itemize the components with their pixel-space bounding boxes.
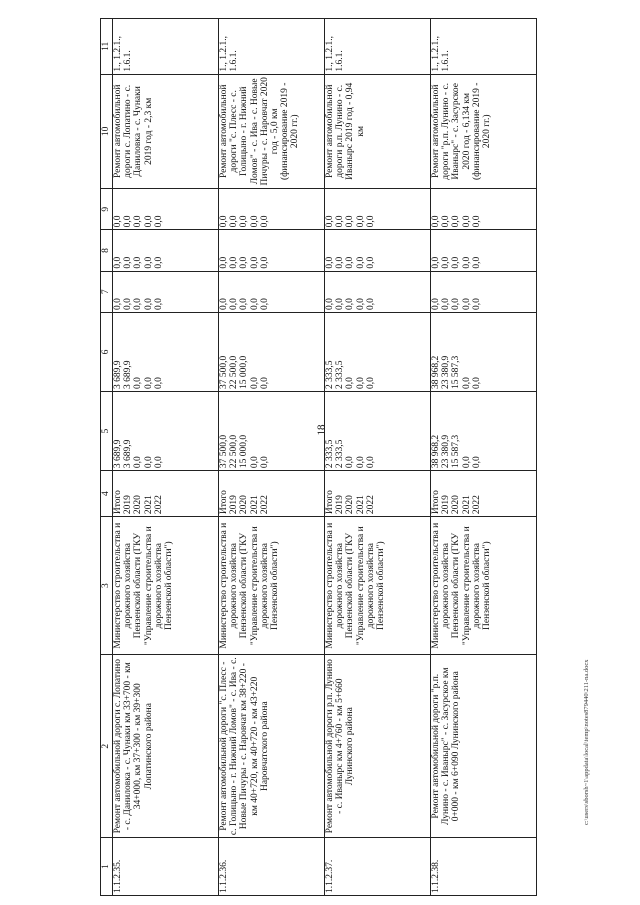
cell-line: 0,0 xyxy=(133,456,144,469)
cell-line: 0,0 xyxy=(325,215,335,228)
col8-cell xyxy=(325,230,431,271)
cell-line: 2021 xyxy=(143,495,154,515)
cell-line: 3 689,9 xyxy=(113,439,123,469)
cell-line: 0,0 xyxy=(365,377,376,390)
cell-line: 0,0 xyxy=(365,298,376,310)
cell-line: 38 968,2 xyxy=(431,434,441,469)
cell-line: 0,0 xyxy=(355,256,366,269)
col7-cell xyxy=(431,271,537,312)
cell-line: 0,0 xyxy=(441,298,452,310)
cell-line: 2020 xyxy=(133,495,144,515)
cell-line: 0,0 xyxy=(345,215,356,228)
cell-line: 2020 xyxy=(239,495,250,515)
cell-line: 0,0 xyxy=(219,298,229,310)
cell-line: 0,0 xyxy=(259,298,270,310)
cell-line: 0,0 xyxy=(133,298,144,310)
cell-line: 0,0 xyxy=(461,456,472,469)
executor: Министерство строительства и дорожного хозяйства Пензенской области (ГКУ "Управление строительства и дорожного хозяйства Пензенской области") xyxy=(219,517,325,655)
cell-line: 2022 xyxy=(259,495,270,515)
cell-line: 0,0 xyxy=(133,215,144,228)
table-row xyxy=(219,19,325,896)
cell-line: 0,0 xyxy=(471,377,482,390)
cell-line: 0,0 xyxy=(219,256,229,269)
cell-line: 0,0 xyxy=(345,298,356,310)
col9-cell xyxy=(113,189,219,230)
row-id: 1.1.2.37. xyxy=(325,838,431,896)
cell-line: 0,0 xyxy=(335,215,346,228)
cell-line: 37 500,0 xyxy=(219,434,229,469)
rotated-table-container xyxy=(100,18,574,896)
header-cell: 3 xyxy=(101,517,113,655)
cell-line: 23 380,9 xyxy=(441,434,452,469)
regional-cell xyxy=(325,312,431,391)
header-cell: 2 xyxy=(101,655,113,838)
cell-line: 0,0 xyxy=(153,298,164,310)
cell-line: 0,0 xyxy=(143,256,154,269)
col8-cell xyxy=(219,230,325,271)
col9-cell xyxy=(325,189,431,230)
result-cell: Ремонт автомобильной дороги с. Лопатино - с. Даниловка - с. Чунаки 2019 год - 2,3 км xyxy=(113,74,219,188)
cell-line: 0,0 xyxy=(153,256,164,269)
cell-line: 3 689,9 xyxy=(113,360,123,390)
cell-line: 0,0 xyxy=(153,456,164,469)
cell-line: 2 333,5 xyxy=(335,360,346,390)
total-cell xyxy=(325,392,431,471)
page-number: 18 xyxy=(315,424,328,436)
cell-line: 0,0 xyxy=(365,256,376,269)
cell-line: 0,0 xyxy=(335,256,346,269)
cell-line: 2 333,5 xyxy=(335,439,346,469)
cell-line: 0,0 xyxy=(431,256,441,269)
cell-line: 0,0 xyxy=(451,298,462,310)
header-cell: 9 xyxy=(101,189,113,230)
indicator-cell: 1., 1.2.1., 1.6.1. xyxy=(219,19,325,75)
cell-line: 0,0 xyxy=(143,377,154,390)
row-id: 1.1.2.38. xyxy=(431,838,537,896)
cell-line: 15 000,0 xyxy=(239,355,250,390)
cell-line: 0,0 xyxy=(365,215,376,228)
years-cell xyxy=(325,471,431,517)
table-row xyxy=(325,19,431,896)
executor: Министерство строительства и дорожного хозяйства Пензенской области (ГКУ "Управление строительства и дорожного хозяйства Пензенской области") xyxy=(113,517,219,655)
cell-line: 0,0 xyxy=(143,456,154,469)
cell-line: 0,0 xyxy=(461,298,472,310)
total-cell xyxy=(219,392,325,471)
measure-name: Ремонт автомобильной дороги р.п. Лунино - с. Иванырс км 4+760 - км 5+660 Лунинского района xyxy=(325,655,431,838)
total-cell xyxy=(113,392,219,471)
header-cell: 6 xyxy=(101,312,113,391)
cell-line: 0,0 xyxy=(345,377,356,390)
cell-line: 0,0 xyxy=(219,215,229,228)
cell-line: 2022 xyxy=(153,495,164,515)
cell-line: 0,0 xyxy=(239,256,250,269)
header-cell: 11 xyxy=(101,19,113,75)
cell-line: 2 333,5 xyxy=(325,360,335,390)
cell-line: 0,0 xyxy=(471,256,482,269)
cell-line: 0,0 xyxy=(355,456,366,469)
cell-line: 0,0 xyxy=(259,215,270,228)
cell-line: 0,0 xyxy=(461,256,472,269)
cell-line: 0,0 xyxy=(259,377,270,390)
indicator-cell: 1., 1.2.1., 1.6.1. xyxy=(113,19,219,75)
cell-line: 0,0 xyxy=(123,256,134,269)
cell-line: 0,0 xyxy=(431,298,441,310)
result-cell: Ремонт автомобильной дороги "р.п. Лунино - с. Иванырс" - с. Засурское 2020 год - 6,134 км (финансирование 2019 - 2020 гг.) xyxy=(431,74,537,188)
cell-line: 15 000,0 xyxy=(239,434,250,469)
cell-line: 38 968,2 xyxy=(431,355,441,390)
cell-line: 0,0 xyxy=(259,456,270,469)
cell-line: 0,0 xyxy=(113,298,123,310)
cell-line: 2022 xyxy=(471,495,482,515)
cell-line: 2 333,5 xyxy=(325,439,335,469)
regional-cell xyxy=(431,312,537,391)
cell-line: 0,0 xyxy=(249,298,260,310)
cell-line: 0,0 xyxy=(143,215,154,228)
regional-cell xyxy=(219,312,325,391)
table-row xyxy=(113,19,219,896)
cell-line: Итого xyxy=(325,490,335,515)
cell-line: 15 587,3 xyxy=(451,355,462,390)
cell-line: 0,0 xyxy=(355,377,366,390)
cell-line: 2020 xyxy=(451,495,462,515)
row-id: 1.1.2.36. xyxy=(219,838,325,896)
years-cell xyxy=(219,471,325,517)
cell-line: 0,0 xyxy=(153,215,164,228)
cell-line: 0,0 xyxy=(229,215,240,228)
cell-line: 0,0 xyxy=(325,298,335,310)
cell-line: 0,0 xyxy=(239,298,250,310)
header-cell: 5 xyxy=(101,392,113,471)
cell-line: 2019 xyxy=(123,495,134,515)
cell-line: 22 500,0 xyxy=(229,355,240,390)
indicator-cell: 1., 1.2.1., 1.6.1. xyxy=(431,19,537,75)
cell-line: 0,0 xyxy=(153,377,164,390)
cell-line: 2019 xyxy=(441,495,452,515)
cell-line: 0,0 xyxy=(239,215,250,228)
table-row xyxy=(431,19,537,896)
cell-line: 37 500,0 xyxy=(219,355,229,390)
cell-line: 0,0 xyxy=(259,256,270,269)
row-id: 1.1.2.35. xyxy=(113,838,219,896)
col9-cell xyxy=(431,189,537,230)
cell-line: 0,0 xyxy=(365,456,376,469)
years-cell xyxy=(113,471,219,517)
col9-cell xyxy=(219,189,325,230)
cell-line: Итого xyxy=(113,490,123,515)
cell-line: 2019 xyxy=(229,495,240,515)
col7-cell xyxy=(113,271,219,312)
cell-line: 2021 xyxy=(249,495,260,515)
result-cell: Ремонт автомобильной дороги р.п. Лунино - с. Иванырс 2019 год - 0,94 км xyxy=(325,74,431,188)
cell-line: 0,0 xyxy=(133,256,144,269)
cell-line: Итого xyxy=(219,490,229,515)
header-cell: 4 xyxy=(101,471,113,517)
header-row xyxy=(101,19,113,896)
footer-file-path: c:\users\sborsh~1\appdata\local\temp\notes879440\211-na.docx xyxy=(583,659,590,825)
result-cell: Ремонт автомобильной дороги "с. Плесс - с. Голицыно - г. Нижний Ломов" - с. Ива - с. Новые Пичуры - с. Наровчат 2020 год - 5,0 км (финансирование 2019 - 2020 гг.) xyxy=(219,74,325,188)
cell-line: 0,0 xyxy=(249,256,260,269)
cell-line: 0,0 xyxy=(451,256,462,269)
header-cell: 10 xyxy=(101,74,113,188)
cell-line: 2019 xyxy=(335,495,346,515)
executor: Министерство строительства и дорожного хозяйства Пензенской области (ГКУ "Управление строительства и дорожного хозяйства Пензенской области") xyxy=(431,517,537,655)
header-cell: 1 xyxy=(101,838,113,896)
cell-line: 0,0 xyxy=(355,215,366,228)
cell-line: 0,0 xyxy=(471,456,482,469)
total-cell xyxy=(431,392,537,471)
cell-line: 0,0 xyxy=(249,215,260,228)
cell-line: 0,0 xyxy=(123,298,134,310)
regional-cell xyxy=(113,312,219,391)
executor: Министерство строительства и дорожного хозяйства Пензенской области (ГКУ "Управление строительства и дорожного хозяйства Пензенской области") xyxy=(325,517,431,655)
cell-line: 0,0 xyxy=(461,215,472,228)
measure-name: Ремонт автомобильной дороги с. Лопатино - с. Даниловка - с. Чунаки км 33+700 - км 34+000, км 37+300 - км 39+300 Лопатинского района xyxy=(113,655,219,838)
cell-line: 22 500,0 xyxy=(229,434,240,469)
cell-line: 0,0 xyxy=(249,377,260,390)
cell-line: 0,0 xyxy=(431,215,441,228)
cell-line: 0,0 xyxy=(133,377,144,390)
program-table xyxy=(100,18,537,896)
cell-line: 3 689,9 xyxy=(123,439,134,469)
indicator-cell: 1., 1.2.1., 1.6.1. xyxy=(325,19,431,75)
measure-name: Ремонт автомобильной дороги "р.п. Лунино - с. Иванырс" - с. Засурское км 0+000 - км 6+090 Лунинского района xyxy=(431,655,537,838)
header-cell: 7 xyxy=(101,271,113,312)
cell-line: 0,0 xyxy=(345,456,356,469)
cell-line: 0,0 xyxy=(471,298,482,310)
header-cell: 8 xyxy=(101,230,113,271)
years-cell xyxy=(431,471,537,517)
cell-line: 2020 xyxy=(345,495,356,515)
cell-line: 0,0 xyxy=(441,256,452,269)
cell-line: 0,0 xyxy=(441,215,452,228)
cell-line: 0,0 xyxy=(143,298,154,310)
cell-line: 0,0 xyxy=(229,298,240,310)
col7-cell xyxy=(219,271,325,312)
measure-name: Ремонт автомобильной дороги "с. Плесс - с. Голицыно - г. Нижний Ломов" - с. Ива - с. Новые Пичуры - с. Наровчат км 38+220 - км 40+720, км 40+720 - км 43+220 Наровчатского района xyxy=(219,655,325,838)
cell-line: Итого xyxy=(431,490,441,515)
col8-cell xyxy=(113,230,219,271)
cell-line: 0,0 xyxy=(113,256,123,269)
cell-line: 0,0 xyxy=(123,215,134,228)
cell-line: 0,0 xyxy=(471,215,482,228)
cell-line: 0,0 xyxy=(229,256,240,269)
cell-line: 15 587,3 xyxy=(451,434,462,469)
cell-line: 0,0 xyxy=(249,456,260,469)
cell-line: 0,0 xyxy=(461,377,472,390)
cell-line: 0,0 xyxy=(113,215,123,228)
cell-line: 2021 xyxy=(355,495,366,515)
cell-line: 0,0 xyxy=(451,215,462,228)
cell-line: 0,0 xyxy=(345,256,356,269)
cell-line: 23 380,9 xyxy=(441,355,452,390)
cell-line: 2022 xyxy=(365,495,376,515)
cell-line: 0,0 xyxy=(335,298,346,310)
cell-line: 2021 xyxy=(461,495,472,515)
col7-cell xyxy=(325,271,431,312)
cell-line: 3 689,9 xyxy=(123,360,134,390)
cell-line: 0,0 xyxy=(325,256,335,269)
col8-cell xyxy=(431,230,537,271)
cell-line: 0,0 xyxy=(355,298,366,310)
